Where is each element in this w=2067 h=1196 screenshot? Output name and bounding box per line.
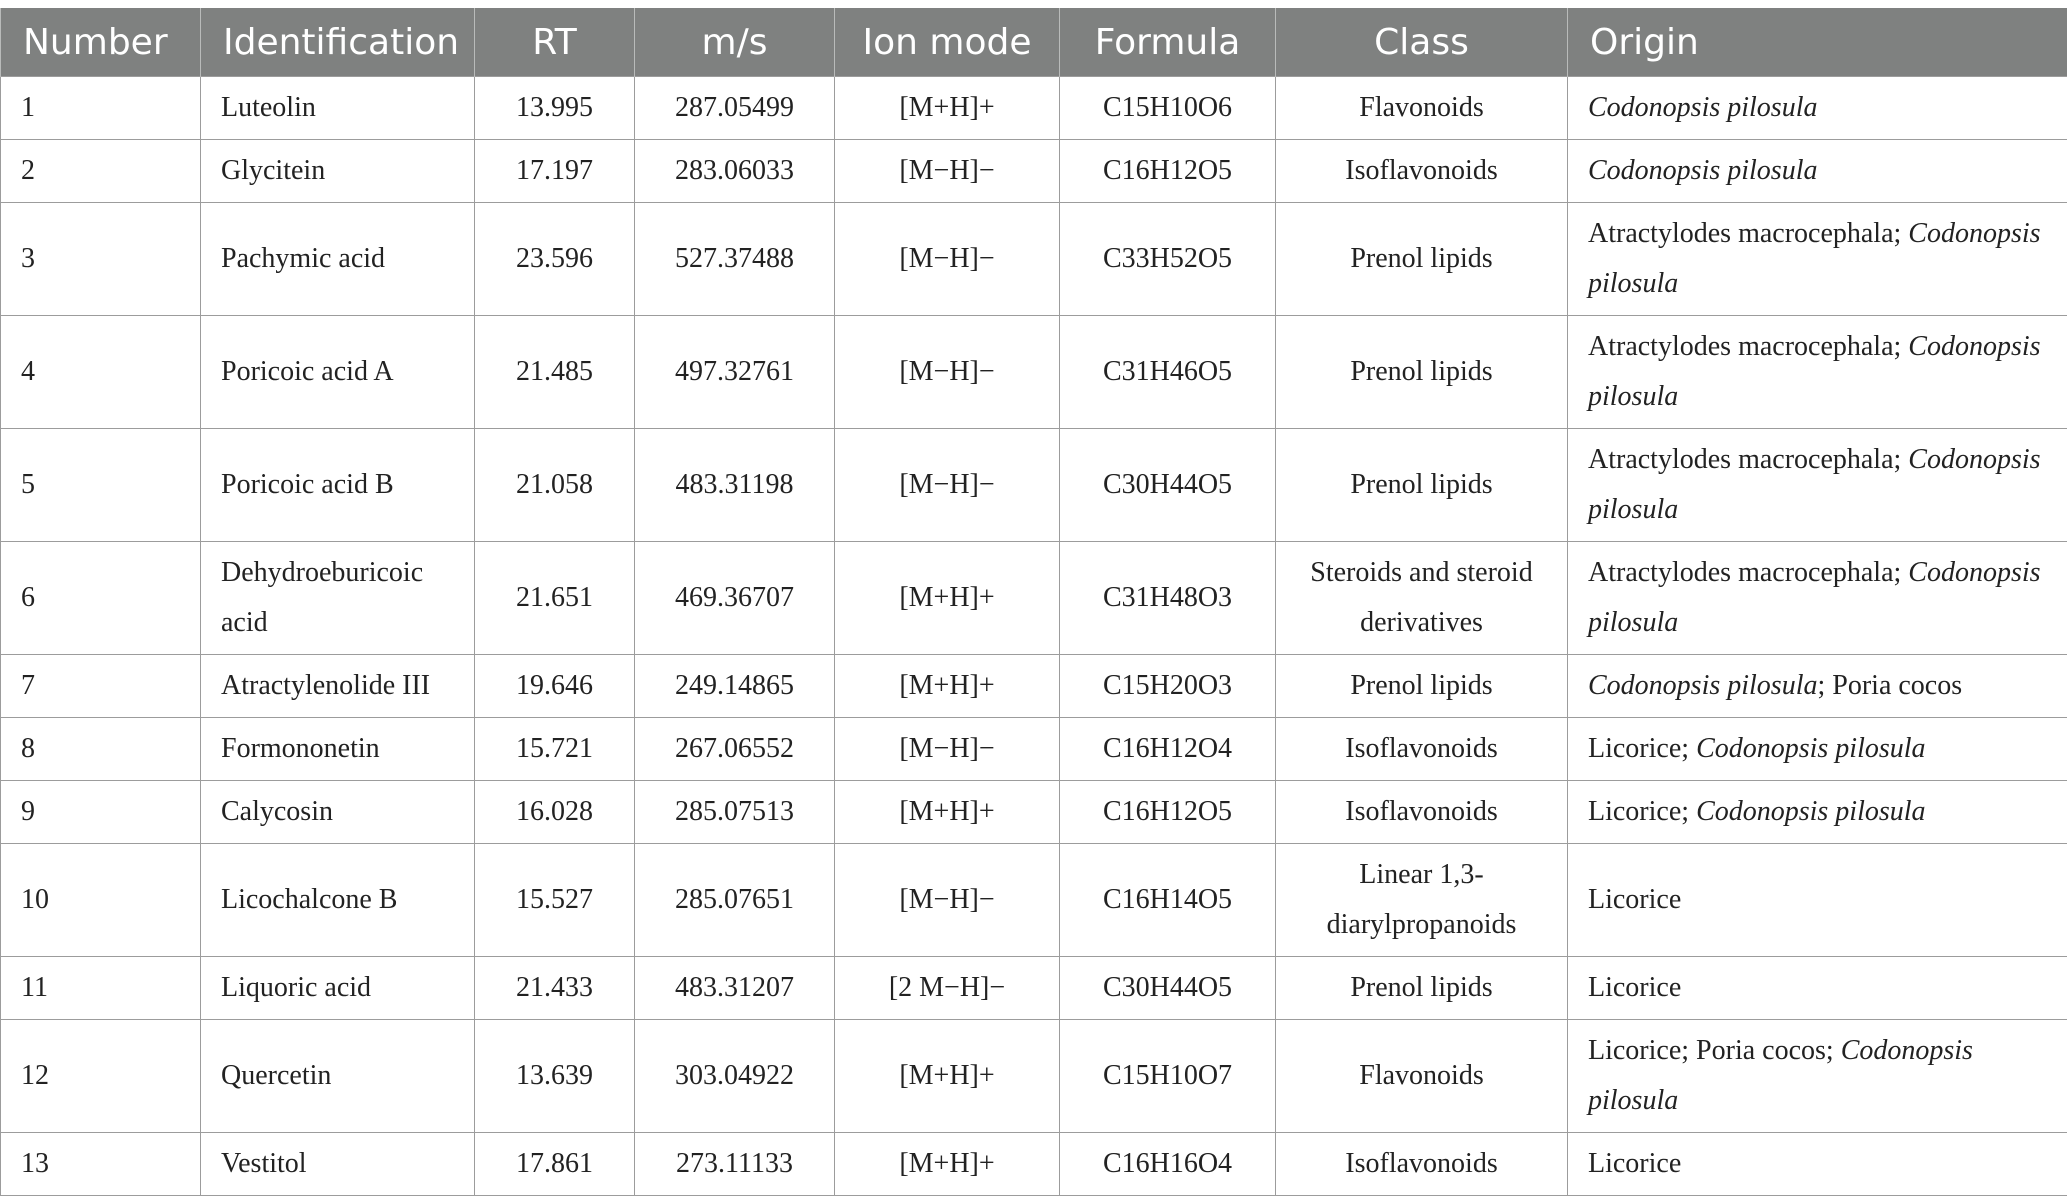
cell-ion-mode: [M−H]−	[835, 718, 1060, 781]
column-header-class: Class	[1276, 8, 1568, 77]
cell-number: 1	[1, 77, 201, 140]
table-row	[1, 1133, 2067, 1196]
cell-ion-mode: [2 M−H]−	[835, 957, 1060, 1020]
cell-class: Isoflavonoids	[1276, 781, 1568, 844]
origin-segment: Codonopsis pilosula	[1696, 733, 1925, 764]
cell-identification: Luteolin	[201, 77, 475, 140]
cell-class: Steroids and steroid derivatives	[1276, 542, 1568, 655]
cell-identification: Pachymic acid	[201, 203, 475, 316]
table-row	[1, 655, 2067, 718]
cell-rt: 17.197	[475, 140, 635, 203]
origin-segment: Codonopsis pilosula	[1588, 92, 1817, 123]
cell-class: Prenol lipids	[1276, 957, 1568, 1020]
cell-rt: 21.485	[475, 316, 635, 429]
column-header-ms: m/s	[635, 8, 835, 77]
origin-segment: Licorice	[1588, 884, 1681, 915]
column-header-rt: RT	[475, 8, 635, 77]
header-row	[1, 8, 2067, 77]
cell-formula: C16H12O5	[1060, 781, 1276, 844]
cell-origin	[1568, 655, 2067, 718]
cell-rt: 13.639	[475, 1020, 635, 1133]
cell-ion-mode: [M+H]+	[835, 1133, 1060, 1196]
compound-table	[0, 8, 2067, 1196]
table-row	[1, 316, 2067, 429]
table-body	[1, 77, 2067, 1196]
cell-ms: 497.32761	[635, 316, 835, 429]
cell-rt: 21.058	[475, 429, 635, 542]
cell-number: 7	[1, 655, 201, 718]
origin-segment: Codonopsis pilosula	[1588, 155, 1817, 186]
cell-origin	[1568, 77, 2067, 140]
cell-number: 5	[1, 429, 201, 542]
cell-identification: Liquoric acid	[201, 957, 475, 1020]
cell-class: Flavonoids	[1276, 1020, 1568, 1133]
cell-rt: 15.721	[475, 718, 635, 781]
cell-identification: Quercetin	[201, 1020, 475, 1133]
cell-ms: 283.06033	[635, 140, 835, 203]
cell-formula: C30H44O5	[1060, 429, 1276, 542]
cell-ion-mode: [M−H]−	[835, 844, 1060, 957]
cell-formula: C16H16O4	[1060, 1133, 1276, 1196]
cell-origin	[1568, 203, 2067, 316]
cell-ms: 527.37488	[635, 203, 835, 316]
cell-origin	[1568, 316, 2067, 429]
origin-segment: ; Poria cocos	[1817, 670, 1962, 701]
table-row	[1, 140, 2067, 203]
cell-rt: 21.433	[475, 957, 635, 1020]
cell-rt: 16.028	[475, 781, 635, 844]
column-header-formula: Formula	[1060, 8, 1276, 77]
origin-segment: Licorice;	[1588, 733, 1696, 764]
cell-ms: 249.14865	[635, 655, 835, 718]
cell-number: 8	[1, 718, 201, 781]
cell-origin	[1568, 140, 2067, 203]
cell-class: Prenol lipids	[1276, 429, 1568, 542]
cell-ms: 267.06552	[635, 718, 835, 781]
cell-number: 13	[1, 1133, 201, 1196]
cell-ion-mode: [M−H]−	[835, 316, 1060, 429]
table-row	[1, 77, 2067, 140]
cell-origin	[1568, 844, 2067, 957]
cell-number: 3	[1, 203, 201, 316]
origin-segment: Atractylodes macrocephala;	[1588, 218, 1908, 249]
cell-formula: C30H44O5	[1060, 957, 1276, 1020]
origin-segment: Codonopsis pilosula	[1588, 331, 2041, 412]
cell-formula: C15H10O7	[1060, 1020, 1276, 1133]
cell-formula: C15H10O6	[1060, 77, 1276, 140]
cell-identification: Licochalcone B	[201, 844, 475, 957]
cell-class: Prenol lipids	[1276, 655, 1568, 718]
origin-segment: Atractylodes macrocephala;	[1588, 444, 1908, 475]
table-row	[1, 957, 2067, 1020]
cell-ion-mode: [M−H]−	[835, 429, 1060, 542]
cell-identification: Calycosin	[201, 781, 475, 844]
cell-ms: 483.31198	[635, 429, 835, 542]
cell-ms: 303.04922	[635, 1020, 835, 1133]
cell-identification: Formononetin	[201, 718, 475, 781]
cell-ion-mode: [M−H]−	[835, 203, 1060, 316]
cell-class: Flavonoids	[1276, 77, 1568, 140]
cell-class: Isoflavonoids	[1276, 140, 1568, 203]
origin-segment: Codonopsis pilosula	[1588, 1035, 1973, 1116]
table-row	[1, 203, 2067, 316]
origin-segment: Codonopsis pilosula	[1588, 557, 2041, 638]
cell-formula: C31H46O5	[1060, 316, 1276, 429]
cell-formula: C31H48O3	[1060, 542, 1276, 655]
cell-formula: C33H52O5	[1060, 203, 1276, 316]
cell-rt: 23.596	[475, 203, 635, 316]
origin-segment: Licorice; Poria cocos;	[1588, 1035, 1841, 1066]
cell-ion-mode: [M+H]+	[835, 655, 1060, 718]
column-header-ion-mode: Ion mode	[835, 8, 1060, 77]
cell-class: Prenol lipids	[1276, 316, 1568, 429]
origin-segment: Atractylodes macrocephala;	[1588, 557, 1908, 588]
cell-ms: 469.36707	[635, 542, 835, 655]
column-header-identification: Identification	[201, 8, 475, 77]
column-header-number: Number	[1, 8, 201, 77]
column-header-origin: Origin	[1568, 8, 2067, 77]
cell-origin	[1568, 718, 2067, 781]
table-row	[1, 429, 2067, 542]
cell-number: 9	[1, 781, 201, 844]
cell-ion-mode: [M+H]+	[835, 542, 1060, 655]
cell-ion-mode: [M+H]+	[835, 781, 1060, 844]
cell-rt: 17.861	[475, 1133, 635, 1196]
table-row	[1, 781, 2067, 844]
cell-rt: 15.527	[475, 844, 635, 957]
cell-identification: Glycitein	[201, 140, 475, 203]
cell-origin	[1568, 781, 2067, 844]
origin-segment: Licorice;	[1588, 796, 1696, 827]
compound-table-wrapper	[0, 8, 2067, 1196]
origin-segment: Codonopsis pilosula	[1588, 670, 1817, 701]
cell-formula: C16H12O4	[1060, 718, 1276, 781]
table-row	[1, 542, 2067, 655]
cell-number: 4	[1, 316, 201, 429]
cell-ms: 483.31207	[635, 957, 835, 1020]
cell-identification: Dehydroeburicoic acid	[201, 542, 475, 655]
origin-segment: Atractylodes macrocephala;	[1588, 331, 1908, 362]
origin-segment: Licorice	[1588, 1148, 1681, 1179]
cell-ms: 273.11133	[635, 1133, 835, 1196]
cell-formula: C16H14O5	[1060, 844, 1276, 957]
cell-class: Isoflavonoids	[1276, 718, 1568, 781]
cell-class: Linear 1,3-diarylpropanoids	[1276, 844, 1568, 957]
origin-segment: Codonopsis pilosula	[1588, 444, 2041, 525]
cell-rt: 21.651	[475, 542, 635, 655]
cell-class: Prenol lipids	[1276, 203, 1568, 316]
cell-formula: C15H20O3	[1060, 655, 1276, 718]
cell-ms: 287.05499	[635, 77, 835, 140]
cell-origin	[1568, 1020, 2067, 1133]
cell-origin	[1568, 957, 2067, 1020]
origin-segment: Codonopsis pilosula	[1588, 218, 2041, 299]
cell-identification: Vestitol	[201, 1133, 475, 1196]
cell-class: Isoflavonoids	[1276, 1133, 1568, 1196]
cell-identification: Poricoic acid B	[201, 429, 475, 542]
origin-segment: Codonopsis pilosula	[1696, 796, 1925, 827]
cell-rt: 13.995	[475, 77, 635, 140]
cell-number: 11	[1, 957, 201, 1020]
origin-segment: Licorice	[1588, 972, 1681, 1003]
cell-number: 6	[1, 542, 201, 655]
cell-number: 10	[1, 844, 201, 957]
cell-identification: Poricoic acid A	[201, 316, 475, 429]
table-row	[1, 718, 2067, 781]
table-row	[1, 844, 2067, 957]
cell-formula: C16H12O5	[1060, 140, 1276, 203]
cell-identification: Atractylenolide III	[201, 655, 475, 718]
cell-number: 2	[1, 140, 201, 203]
cell-rt: 19.646	[475, 655, 635, 718]
cell-origin	[1568, 429, 2067, 542]
cell-ms: 285.07513	[635, 781, 835, 844]
cell-ion-mode: [M−H]−	[835, 140, 1060, 203]
cell-origin	[1568, 542, 2067, 655]
cell-origin	[1568, 1133, 2067, 1196]
table-row	[1, 1020, 2067, 1133]
cell-ms: 285.07651	[635, 844, 835, 957]
cell-ion-mode: [M+H]+	[835, 1020, 1060, 1133]
cell-ion-mode: [M+H]+	[835, 77, 1060, 140]
cell-number: 12	[1, 1020, 201, 1133]
